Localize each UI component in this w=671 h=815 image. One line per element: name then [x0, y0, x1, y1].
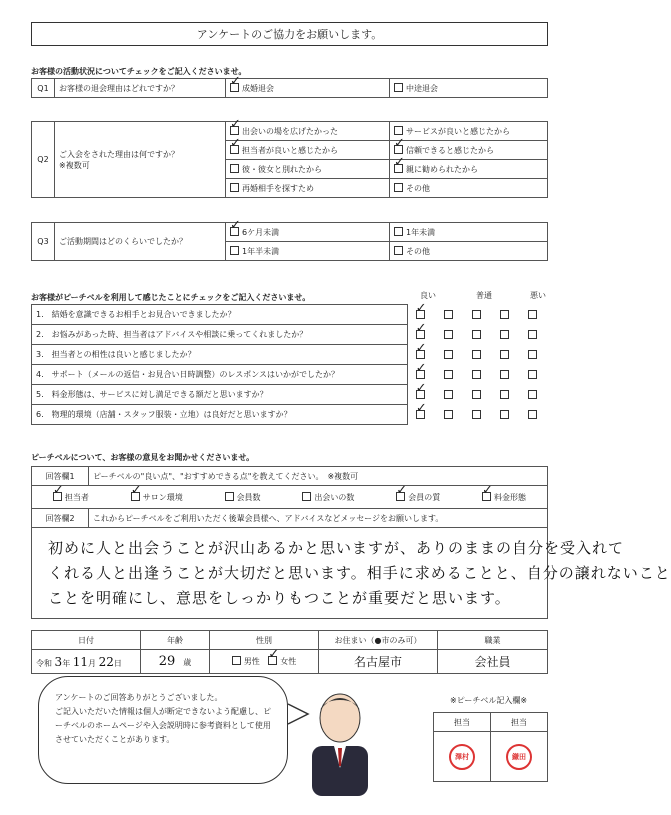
- rating-question: 3. 担当者との相性は良いと感じましたか？: [32, 345, 408, 365]
- rating-option-5[interactable]: [520, 325, 548, 345]
- gender-header: 性別: [210, 631, 319, 650]
- a1-option-salon[interactable]: ✓ サロン環境: [130, 482, 183, 502]
- rating-option-3[interactable]: [464, 365, 492, 385]
- scale-bad: 悪い: [530, 291, 546, 300]
- q2-option-4[interactable]: ✓ 信頼できると感じたから: [390, 141, 548, 160]
- rating-option-4[interactable]: [492, 365, 520, 385]
- gender-field[interactable]: [210, 647, 319, 674]
- a1-option-members[interactable]: 会員数: [225, 492, 261, 503]
- staff-table: [433, 712, 548, 782]
- rating-option-5[interactable]: [520, 385, 548, 405]
- answer2-question: これからピーチベルをご利用いただく後輩会員様へ、アドバイスなどメッセージをお願いします。: [89, 509, 548, 528]
- rating-option-3[interactable]: [464, 305, 492, 325]
- q3-number: Q3: [32, 223, 55, 261]
- rating-option-3[interactable]: [464, 405, 492, 425]
- rating-row: [32, 365, 548, 385]
- gender-female[interactable]: ✓ 女性: [268, 647, 297, 666]
- rating-option-2[interactable]: [436, 325, 464, 345]
- rating-row: [32, 385, 548, 405]
- q1-option-2[interactable]: 中途退会: [390, 79, 548, 98]
- answer2-label: 回答欄2: [32, 509, 89, 528]
- a1-option-price[interactable]: ✓ 料金形態: [482, 482, 527, 502]
- survey-title: アンケートのご協力をお願いします。: [31, 22, 548, 46]
- q2-option-6[interactable]: ✓ 親に勧められたから: [390, 160, 548, 179]
- rating-option-1[interactable]: ✓: [407, 305, 436, 325]
- rating-option-2[interactable]: [436, 345, 464, 365]
- q3-option-3[interactable]: 1年半未満: [226, 242, 390, 261]
- stamp-2: 鎌田: [506, 744, 532, 770]
- q2-number: Q2: [32, 122, 55, 198]
- answer1-label: 回答欄1: [32, 467, 89, 486]
- message-line-2: くれる人と出逢うことが大切だと思います。相手に求めることと、自分の譲れないこと: [48, 564, 671, 582]
- staff-col-2: 担当: [491, 713, 548, 732]
- rating-question: 6. 物理的環境（店舗・スタッフ服装・立地）は良好だと思いますか？: [32, 405, 408, 425]
- q2-option-8[interactable]: その他: [390, 179, 548, 198]
- rating-row: [32, 325, 548, 345]
- job-field[interactable]: 会社員: [438, 650, 548, 674]
- date-field[interactable]: 令和 3年 11月 22日: [32, 650, 141, 674]
- answer1-options: [32, 482, 548, 509]
- section1-title: お客様の活動状況についてチェックをご記入くださいませ。: [31, 67, 247, 76]
- rating-option-4[interactable]: [492, 405, 520, 425]
- rating-question: 5. 料金形態は、サービスに対し満足できる額だと思いますか？: [32, 385, 408, 405]
- date-header: 日付: [32, 631, 141, 650]
- rating-question: 1. 結婚を意識できるお相手とお見合いできましたか？: [32, 305, 408, 325]
- thanks-text: アンケートのご回答ありがとうございました。 ご記入いただいた情報は個人が断定できないよう配慮し、ピーチベルのホームページや入会説明時に参考資料として使用させていただくことがあります。: [55, 693, 271, 744]
- rating-question: 2. お悩みがあった時、担当者はアドバイスや相談に乗ってくれましたか？: [32, 325, 408, 345]
- q2-option-1[interactable]: ✓ 出会いの場を広げたかった: [226, 122, 390, 141]
- a1-option-encounters[interactable]: 出会いの数: [302, 492, 354, 503]
- profile-table: [31, 630, 548, 674]
- a1-option-quality[interactable]: ✓ 会員の質: [396, 482, 441, 502]
- staff-illustration: [300, 688, 380, 798]
- scale-good: 良い: [420, 291, 436, 300]
- rating-option-1[interactable]: ✓: [407, 325, 436, 345]
- q2-option-5[interactable]: 彼・彼女と別れたから: [226, 160, 390, 179]
- q2-table: [31, 116, 548, 198]
- rating-option-1[interactable]: ✓: [407, 385, 436, 405]
- q3-option-4[interactable]: その他: [390, 242, 548, 261]
- gender-male[interactable]: 男性: [232, 657, 260, 666]
- q3-table: [31, 217, 548, 261]
- q1-question: お客様の退会理由はどれですか？: [55, 79, 226, 98]
- q3-option-1[interactable]: ✓ 6ケ月未満: [226, 223, 390, 242]
- stamp-1: 澤村: [449, 744, 475, 770]
- rating-option-4[interactable]: [492, 385, 520, 405]
- rating-row: [32, 405, 548, 425]
- rating-option-5[interactable]: [520, 305, 548, 325]
- answer1-question: ピーチベルの"良い点"、"おすすめできる点"を教えてください。 ※複数可: [89, 467, 548, 486]
- job-header: 職業: [438, 631, 548, 650]
- thanks-bubble: [38, 676, 288, 784]
- rating-option-1[interactable]: ✓: [407, 405, 436, 425]
- rating-row: [32, 305, 548, 325]
- rating-option-2[interactable]: [436, 385, 464, 405]
- section2-title: お客様がピーチベルを利用して感じたことにチェックをご記入くださいませ。: [31, 293, 311, 302]
- message-line-1: 初めに人と出会うことが沢山あるかと思いますが、ありのままの自分を受入れて: [48, 539, 625, 557]
- q1-option-1[interactable]: ✓ 成婚退会: [226, 79, 390, 98]
- q2-option-7[interactable]: 再婚相手を探すため: [226, 179, 390, 198]
- rating-option-4[interactable]: [492, 305, 520, 325]
- rating-option-3[interactable]: [464, 325, 492, 345]
- rating-option-4[interactable]: [492, 345, 520, 365]
- a1-option-staff[interactable]: ✓ 担当者: [52, 482, 89, 502]
- rating-question: 4. サポート（メールの返信・お見合い日時調整）のレスポンスはいかがでしたか？: [32, 365, 408, 385]
- rating-option-5[interactable]: [520, 345, 548, 365]
- rating-option-5[interactable]: [520, 365, 548, 385]
- rating-table: [31, 300, 548, 425]
- age-field[interactable]: 29 歳: [141, 650, 210, 674]
- message-line-3: ことを明確にし、意思をしっかりもつことが重要だと思います。: [48, 589, 511, 607]
- rating-option-4[interactable]: [492, 325, 520, 345]
- staff-section-title: ※ピーチベル記入欄※: [450, 696, 528, 705]
- rating-option-1[interactable]: ✓: [407, 365, 436, 385]
- address-header: お住まい（●市のみ可）: [319, 631, 438, 650]
- q3-option-2[interactable]: 1年未満: [390, 223, 548, 242]
- q3-question: ご活動期間はどのくらいでしたか？: [55, 223, 226, 261]
- rating-option-3[interactable]: [464, 385, 492, 405]
- q1-table: [31, 73, 548, 98]
- staff-col-1: 担当: [434, 713, 491, 732]
- q2-option-3[interactable]: ✓ 担当者が良いと感じたから: [226, 141, 390, 160]
- q1-number: Q1: [32, 79, 55, 98]
- rating-option-2[interactable]: [436, 305, 464, 325]
- rating-option-5[interactable]: [520, 405, 548, 425]
- rating-option-1[interactable]: ✓: [407, 345, 436, 365]
- rating-option-3[interactable]: [464, 345, 492, 365]
- rating-option-2[interactable]: [436, 405, 464, 425]
- age-header: 年齢: [141, 631, 210, 650]
- scale-normal: 普通: [476, 291, 492, 300]
- rating-option-2[interactable]: [436, 365, 464, 385]
- q2-option-2[interactable]: サービスが良いと感じたから: [390, 122, 548, 141]
- rating-row: [32, 345, 548, 365]
- section3-title: ピーチベルについて、お客様の意見をお聞かせくださいませ。: [31, 453, 255, 462]
- q2-question: ご入会をされた理由は何ですか？ ※複数可: [55, 122, 226, 198]
- address-field[interactable]: 名古屋市: [319, 650, 438, 674]
